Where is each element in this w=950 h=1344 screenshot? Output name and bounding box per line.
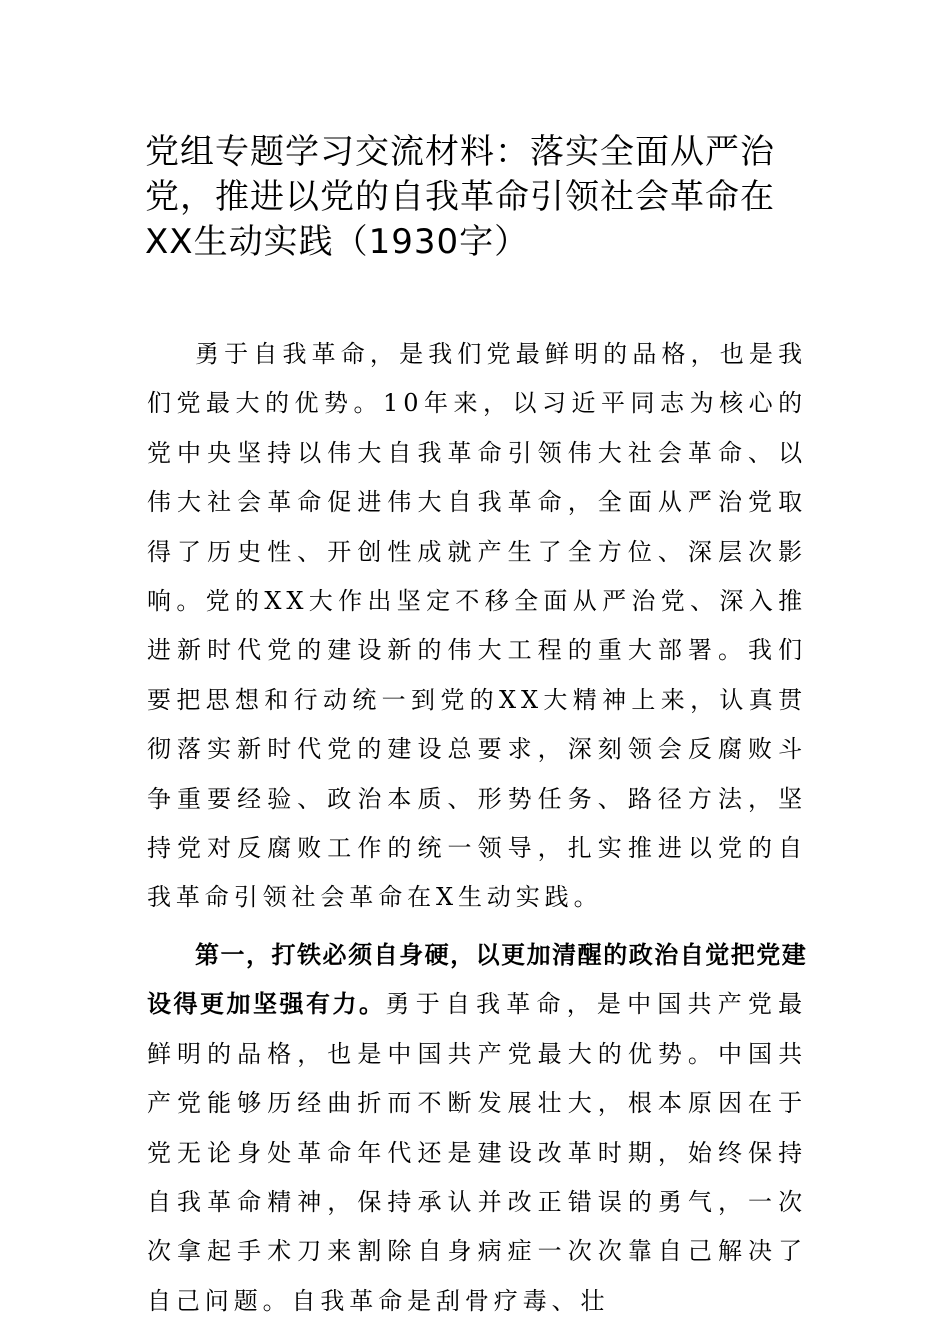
document-title: 党组专题学习交流材料：落实全面从严治党，推进以党的自我革命引领社会革命在XX生动实践（1930字）: [145, 132, 775, 262]
paragraph-text: 勇于自我革命，是我们党最鲜明的品格，也是我们党最大的优势。10年来，以习近平同志为核心的党中央坚持以伟大自我革命引领伟大社会革命、以伟大社会革命促进伟大自我革命，全面从严治党取得了历史性、开创性成就产生了全方位、深层次影响。党的XX大作出坚定不移全面从严治党、深入推进新时代党的建设新的伟大工程的重大部署。我们要把思想和行动统一到党的XX大精神上来，认真贯彻落实新时代党的建设总要求，深刻领会反腐败斗争重要经验、政治本质、形势任务、路径方法，坚持党对反腐败工作的统一领导，扎实推进以党的自我革命引领社会革命在X生动实践。: [147, 340, 807, 912]
section-heading: 第一，打铁必须自身硬，以更加清醒的政治自觉把党建设得更加坚强有力。: [147, 940, 807, 1019]
paragraph-intro: [147, 330, 807, 923]
paragraph-text: 勇于自我革命，是中国共产党最鲜明的品格，也是中国共产党最大的优势。中国共产党能够历经曲折而不断发展壮大，根本原因在于党无论身处革命年代还是建设改革时期，始终保持自我革命精神，保持承认并改正错误的勇气，一次次拿起手术刀来割除自身病症一次次靠自己解决了自己问题。自我革命是刮骨疗毒、壮: [147, 990, 807, 1315]
paragraph-section-1: [147, 931, 807, 1326]
document-body: [147, 330, 807, 1326]
